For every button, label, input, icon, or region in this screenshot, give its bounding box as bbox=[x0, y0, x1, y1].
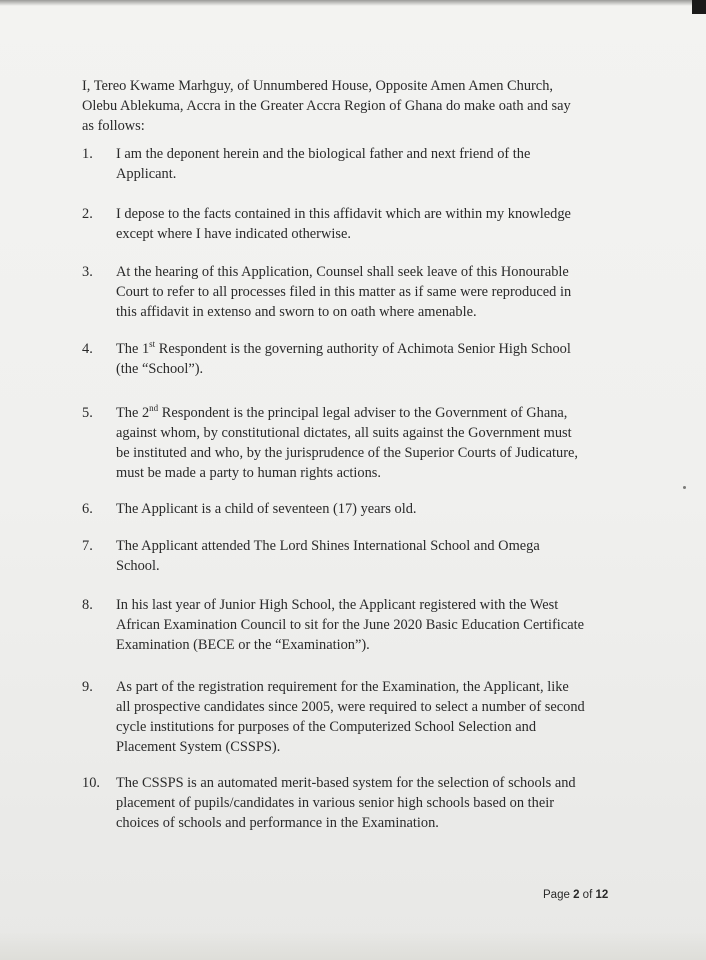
paragraph-7 bbox=[82, 536, 622, 576]
paragraph-3 bbox=[82, 262, 622, 322]
paragraph-5 bbox=[82, 403, 622, 483]
paragraph-line bbox=[116, 403, 622, 423]
paragraph-line: The Applicant is a child of seventeen (17) years old. bbox=[116, 501, 417, 517]
page-total: 12 bbox=[595, 889, 609, 901]
line-text: Respondent is the governing authority of Achimota Senior High School bbox=[155, 341, 571, 357]
paragraph-line: I am the deponent herein and the biological father and next friend of the bbox=[116, 146, 531, 162]
paragraph-line bbox=[116, 339, 622, 359]
paragraph-number: 3. bbox=[82, 264, 93, 280]
paragraph-line: In his last year of Junior High School, the Applicant registered with the West bbox=[116, 597, 559, 613]
paragraph-line: The CSSPS is an automated merit-based system for the selection of schools and bbox=[116, 775, 576, 791]
ordinal-suffix: nd bbox=[149, 403, 159, 414]
paragraph-line: As part of the registration requirement for the Examination, the Applicant, like bbox=[116, 679, 569, 695]
paragraph-line: placement of pupils/candidates in various senior high schools based on their bbox=[116, 795, 555, 811]
line-text: Respondent is the principal legal adviser to the Government of Ghana, bbox=[158, 405, 568, 421]
paragraph-number: 9. bbox=[82, 679, 93, 695]
corner-mark bbox=[692, 0, 706, 14]
paragraph-line: Examination (BECE or the “Examination”). bbox=[116, 637, 370, 653]
page-bottom-shade bbox=[0, 930, 706, 960]
page-top-edge bbox=[0, 0, 706, 6]
paragraph-line: African Examination Council to sit for the June 2020 Basic Education Certificate bbox=[116, 617, 584, 633]
paragraph-line: choices of schools and performance in the Examination. bbox=[116, 815, 439, 831]
scan-speck bbox=[683, 486, 686, 489]
paragraph-9 bbox=[82, 677, 622, 757]
page-current: 2 bbox=[573, 889, 580, 901]
paragraph-line: At the hearing of this Application, Counsel shall seek leave of this Honourable bbox=[116, 264, 569, 280]
paragraph-line: must be made a party to human rights actions. bbox=[116, 465, 381, 481]
paragraph-line: The Applicant attended The Lord Shines International School and Omega bbox=[116, 538, 540, 554]
page-label: Page bbox=[543, 889, 570, 901]
page-number bbox=[543, 889, 608, 901]
paragraph-line: I depose to the facts contained in this affidavit which are within my knowledge bbox=[116, 206, 571, 222]
paragraph-line: Placement System (CSSPS). bbox=[116, 739, 281, 755]
page-of: of bbox=[582, 889, 593, 901]
paragraph-number: 7. bbox=[82, 538, 93, 554]
paragraph-2 bbox=[82, 204, 622, 244]
paragraph-6 bbox=[82, 499, 622, 519]
line-text: The 2 bbox=[116, 405, 150, 421]
paragraph-line: Court to refer to all processes filed in this matter as if same were reproduced in bbox=[116, 284, 572, 300]
intro-line: I, Tereo Kwame Marhguy, of Unnumbered House, Opposite Amen Amen Church, bbox=[82, 78, 553, 94]
ordinal-suffix: st bbox=[149, 339, 156, 350]
paragraph-number: 5. bbox=[82, 405, 93, 421]
paragraph-line: against whom, by constitutional dictates, all suits against the Government must bbox=[116, 425, 572, 441]
paragraph-number: 4. bbox=[82, 341, 93, 357]
paragraph-10 bbox=[82, 773, 622, 833]
paragraph-number: 6. bbox=[82, 501, 93, 517]
paragraph-line: Applicant. bbox=[116, 166, 177, 182]
paragraph-line: School. bbox=[116, 558, 160, 574]
intro-paragraph bbox=[82, 76, 602, 136]
paragraph-1 bbox=[82, 144, 622, 184]
paragraph-number: 2. bbox=[82, 206, 93, 222]
paragraph-4 bbox=[82, 339, 622, 379]
paragraph-line: this affidavit in extenso and sworn to on oath where amenable. bbox=[116, 304, 477, 320]
intro-line: as follows: bbox=[82, 118, 145, 134]
paragraph-8 bbox=[82, 595, 622, 655]
paragraph-line: (the “School”). bbox=[116, 361, 204, 377]
paragraph-line: except where I have indicated otherwise. bbox=[116, 226, 351, 242]
line-text: The 1 bbox=[116, 341, 150, 357]
paragraph-number: 10. bbox=[82, 775, 100, 791]
paragraph-number: 1. bbox=[82, 146, 93, 162]
paragraph-line: be instituted and who, by the jurisprudence of the Superior Courts of Judicature, bbox=[116, 445, 578, 461]
paragraph-line: all prospective candidates since 2005, were required to select a number of second bbox=[116, 699, 585, 715]
paragraph-number: 8. bbox=[82, 597, 93, 613]
intro-line: Olebu Ablekuma, Accra in the Greater Accra Region of Ghana do make oath and say bbox=[82, 98, 571, 114]
paragraph-line: cycle institutions for purposes of the Computerized School Selection and bbox=[116, 719, 537, 735]
